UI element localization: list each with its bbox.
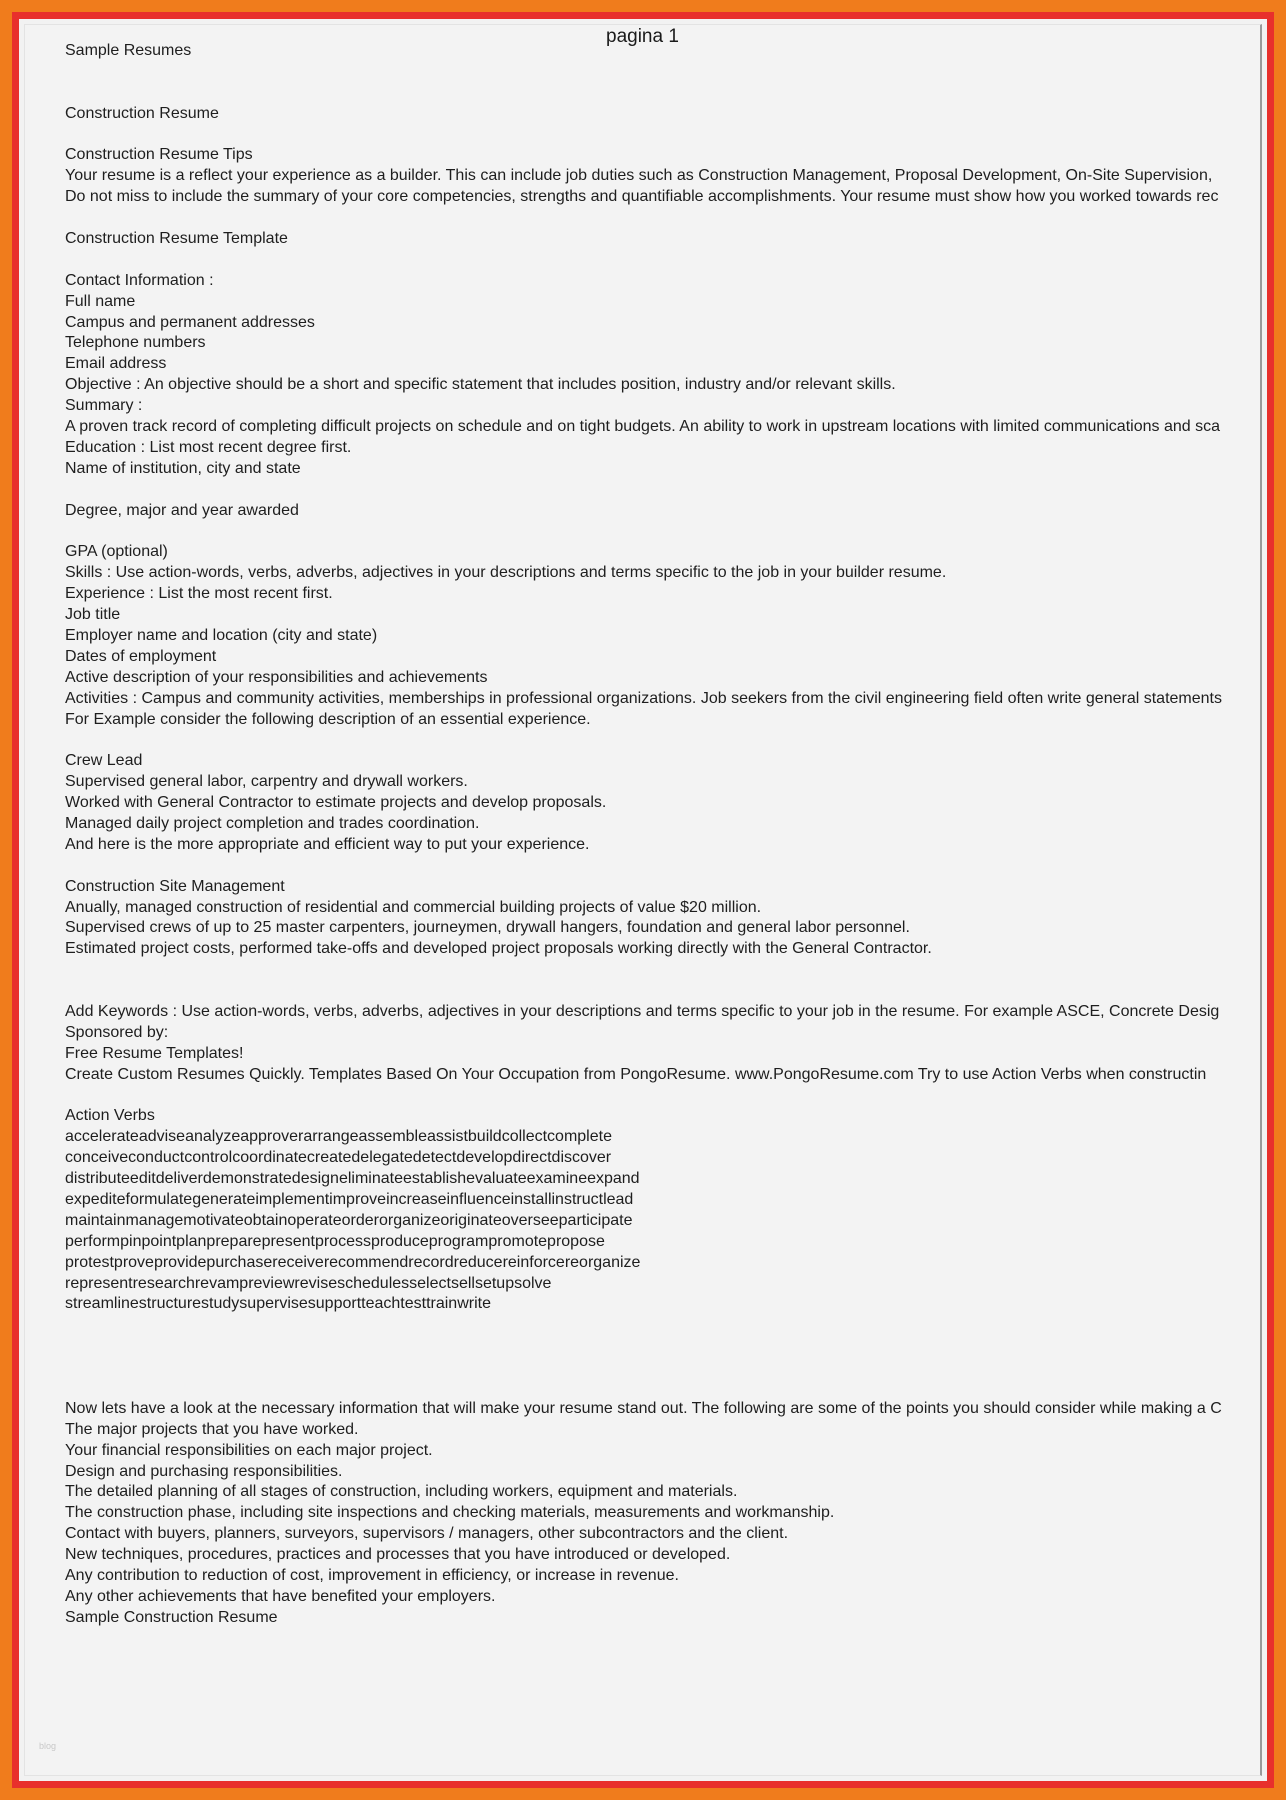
document-body [65,41,1260,1629]
text-line: Summary : [65,397,143,415]
text-line: Your financial responsibilities on each major project. [65,1441,433,1459]
text-line: Supervised crews of up to 25 master carpenters, journeymen, drywall hangers, foundation and general labor personnel. [65,919,910,937]
text-line: The detailed planning of all stages of construction, including workers, equipment and materials. [65,1483,738,1501]
text-line: Objective : An objective should be a short and specific statement that includes position, industry and/or relevant skills. [65,376,896,394]
text-line: Campus and permanent addresses [65,313,315,331]
blank-line [65,960,1260,981]
blank-line [65,1357,1260,1378]
text-line: maintainmanagemotivateobtainoperateorderorganizeoriginateoverseeparticipate [65,1211,633,1229]
text-line: Skills : Use action-words, verbs, adverbs, adjectives in your descriptions and terms specific to the job in your builder resume. [65,564,947,582]
text-line: accelerateadviseanalyzeapproverarrangeassembleassistbuildcollectcomplete [65,1128,612,1146]
blank-line [65,83,1260,104]
text-line: Telephone numbers [65,334,206,352]
text-line: Email address [65,355,167,373]
text-line: Construction Site Management [65,877,285,895]
text-line: Active description of your responsibilities and achievements [65,668,488,686]
text-line: Create Custom Resumes Quickly. Templates Based On Your Occupation from PongoResume. www.PongoResume.com Try to use Action Verbs when constructin [65,1065,1207,1083]
text-line: Contact with buyers, planners, surveyors, supervisors / managers, other subcontractors and the client. [65,1525,789,1543]
text-line: Sponsored by: [65,1023,169,1041]
text-line: Estimated project costs, performed take-offs and developed project proposals working directly with the General Contractor. [65,940,932,958]
document-page [25,25,1260,1775]
text-line: Design and purchasing responsibilities. [65,1462,343,1480]
text-line: Degree, major and year awarded [65,501,299,519]
text-line: Action Verbs [65,1107,155,1125]
blank-line [65,208,1260,229]
blank-line [65,730,1260,751]
text-line: Crew Lead [65,752,143,770]
text-line: New techniques, procedures, practices and processes that you have introduced or developed. [65,1546,731,1564]
text-line: A proven track record of completing difficult projects on schedule and on tight budgets. An ability to work in upstream locations with limited communications and sca [65,418,1220,436]
text-line: Worked with General Contractor to estimate projects and develop proposals. [65,794,607,812]
text-line: Anually, managed construction of residential and commercial building projects of value $20 million. [65,898,762,916]
text-line: Sample Construction Resume [65,1608,278,1626]
blank-line [65,62,1260,83]
text-line: And here is the more appropriate and efficient way to put your experience. [65,835,590,853]
text-line: GPA (optional) [65,543,168,561]
text-line: Construction Resume Tips [65,146,253,164]
text-line: Managed daily project completion and trades coordination. [65,814,480,832]
text-line: Now lets have a look at the necessary information that will make your resume stand out. The following are some of the points you should consider while making a C [65,1399,1222,1417]
text-line: Contact Information : [65,271,214,289]
text-line: Free Resume Templates! [65,1044,244,1062]
text-line: Do not miss to include the summary of your core competencies, strengths and quantifiable accomplishments. Your resume must show how you worked towards rec [65,188,1219,206]
text-line: Your resume is a reflect your experience as a builder. This can include job duties such as Construction Management, Proposal Development, On-Site Supervision, [65,167,1213,185]
blank-line [65,480,1260,501]
text-line: Name of institution, city and state [65,459,301,477]
text-line: Supervised general labor, carpentry and drywall workers. [65,773,468,791]
blank-line [65,1378,1260,1399]
text-line: Experience : List the most recent first. [65,585,333,603]
blank-line [65,856,1260,877]
page-number: pagina 1 [606,26,679,47]
text-line: streamlinestructurestudysupervisesupportteachtesttrainwrite [65,1295,491,1313]
blank-line [65,521,1260,542]
text-line: For Example consider the following description of an essential experience. [65,710,591,728]
text-line: representresearchrevampreviewreviseschedulesselectsellsetupsolve [65,1274,552,1292]
text-line: Full name [65,292,136,310]
blank-line [65,1315,1260,1336]
blank-line [65,125,1260,146]
text-line: Employer name and location (city and state) [65,626,378,644]
text-line: protestproveprovidepurchasereceiverecommendrecordreducereinforcereorganize [65,1253,641,1271]
text-line: Education : List most recent degree first. [65,438,352,456]
text-line: Any other achievements that have benefited your employers. [65,1587,496,1605]
blank-line [65,250,1260,271]
blank-line [65,1086,1260,1107]
text-line: distributeeditdeliverdemonstratedesigneliminateestablishevaluateexamineexpand [65,1170,640,1188]
blank-line [65,981,1260,1002]
text-line: Job title [65,606,121,624]
text-line: expediteformulategenerateimplementimproveincreaseinfluenceinstallinstructlead [65,1190,634,1208]
text-line: Activities : Campus and community activities, memberships in professional organizations. Job seekers from the civil engineering field often write general statements [65,689,1222,707]
text-line: The construction phase, including site inspections and checking materials, measurements and workmanship. [65,1504,835,1522]
text-line: Sample Resumes [65,42,192,59]
text-line: The major projects that you have worked. [65,1420,359,1438]
text-line: Any contribution to reduction of cost, improvement in efficiency, or increase in revenue. [65,1567,679,1585]
watermark: blog [39,1741,57,1751]
text-line: Add Keywords : Use action-words, verbs, adverbs, adjectives in your descriptions and terms specific to your job in the resume. For example ASCE, Concrete Desig [65,1002,1220,1020]
text-line: Construction Resume Template [65,230,288,248]
text-line: Dates of employment [65,647,217,665]
text-line: Construction Resume [65,104,219,122]
blank-line [65,1336,1260,1357]
text-line: performpinpointplanpreparepresentprocessproduceprogrampromotepropose [65,1232,605,1250]
text-line: conceiveconductcontrolcoordinatecreatedelegatedetectdevelopdirectdiscover [65,1149,612,1167]
